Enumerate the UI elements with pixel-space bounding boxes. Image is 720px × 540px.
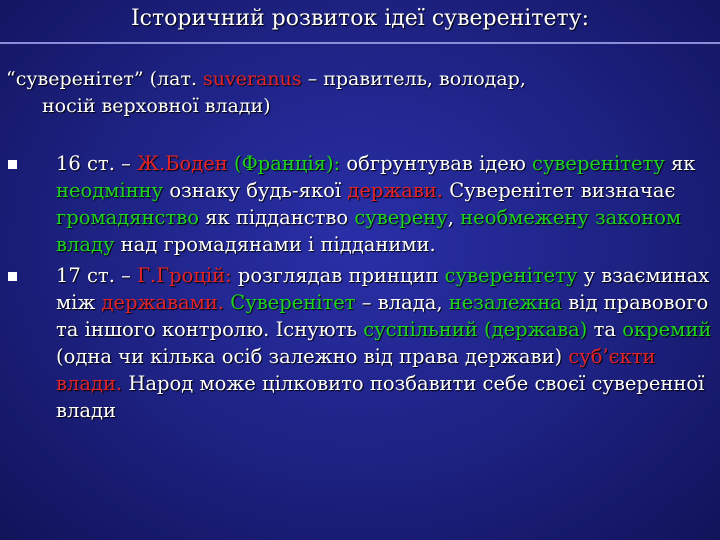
text-segment: суб’єкти влади. (56, 345, 656, 395)
text-segment: розглядав принцип (231, 264, 445, 287)
text-segment: 16 ст. – (56, 152, 138, 175)
text-segment: суспільний (363, 318, 478, 341)
text-segment: (Франція): (227, 152, 347, 175)
text-segment: окремий (622, 318, 712, 341)
text-segment: громадянство (56, 206, 199, 229)
definition-latin-term: suveranus (203, 68, 302, 90)
text-segment: обгрунтував ідею (346, 152, 533, 175)
definition-text-3: носій верховної влади) (42, 95, 271, 117)
text-segment: Народ може цілковито позбавити себе своєї суверенної влади (56, 372, 705, 422)
title-divider (0, 42, 720, 44)
bullet-item-boden (0, 150, 720, 258)
slide-title: Історичний розвиток ідеї суверенітету: (130, 6, 590, 31)
text-segment: необмежену законом владу (56, 206, 682, 256)
text-segment: над громадянами і підданими. (114, 233, 436, 256)
square-bullet-icon (8, 272, 17, 281)
square-bullet-icon (8, 160, 17, 169)
definition-text-2: – правитель, володар, (301, 68, 526, 90)
text-segment: Г.Гроцій: (137, 264, 232, 287)
definition-text-1: “суверенітет” (лат. (6, 68, 204, 90)
text-segment: як (664, 152, 696, 175)
text-segment: державами. (101, 291, 225, 314)
bullet-list (0, 150, 720, 428)
text-segment: суверену (354, 206, 448, 229)
text-segment: неодмінну (56, 179, 164, 202)
text-segment: Суверенітет (224, 291, 356, 314)
text-segment: держави. (347, 179, 444, 202)
text-segment: незалежна (448, 291, 563, 314)
text-segment: у взаєминах між (56, 264, 710, 314)
text-segment: Ж.Боден (137, 152, 228, 175)
bullet-text (56, 264, 711, 422)
text-segment: (держава) (484, 318, 588, 341)
text-segment: Суверенітет (443, 179, 575, 202)
text-segment: суверенітету (532, 152, 665, 175)
text-segment: (одна чи кілька осіб залежно від права держави) (56, 345, 569, 368)
bullet-text (56, 152, 696, 256)
text-segment: 17 ст. – (56, 264, 138, 287)
text-segment: як підданство (198, 206, 355, 229)
text-segment: суверенітету (444, 264, 578, 287)
definition-block (6, 66, 706, 120)
text-segment: від правового та іншого контролю. Існують (56, 291, 709, 341)
text-segment: визначає (574, 179, 676, 202)
text-segment: – влада, (355, 291, 449, 314)
text-segment: , (447, 206, 461, 229)
text-segment: ознаку будь-якої (163, 179, 348, 202)
bullet-item-grotius (0, 262, 720, 424)
text-segment: та (587, 318, 623, 341)
